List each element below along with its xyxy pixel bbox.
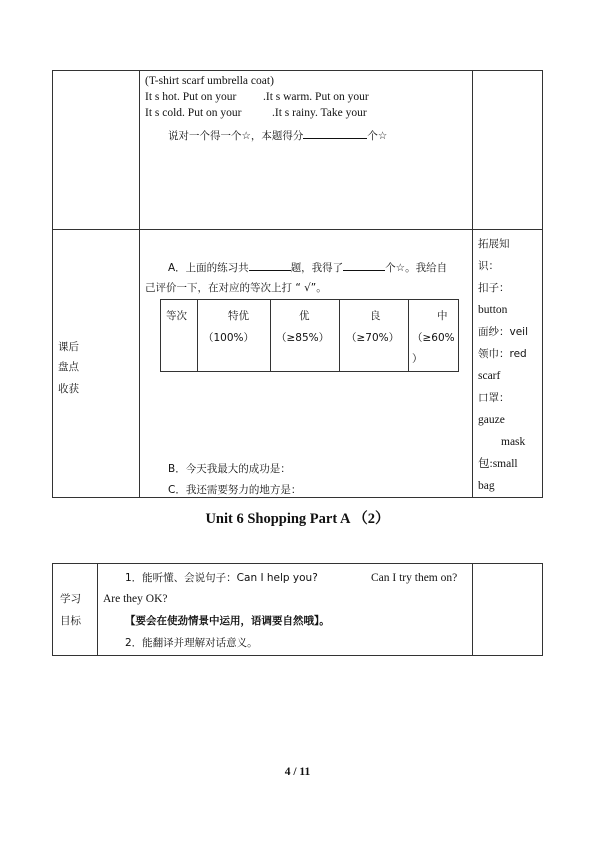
page-number: 4 / 11 [284,766,311,778]
a-part2: 题，我得了 [290,262,344,274]
sentence-warm: .It s warm. Put on your [263,91,369,103]
rating-level-fair[interactable]: 良 [370,310,381,322]
table2-col1-divider [97,563,98,656]
score-suffix: 个☆ [367,130,388,142]
table2-col2-divider [472,563,473,656]
table2-left-border [52,563,53,656]
score-line [168,127,387,143]
table2-top-border [52,563,543,564]
objective-1: 1．能听懂、会说句子：Can I help you? [125,572,318,584]
sentence-cold: It s cold. Put on your [145,107,242,119]
rating-criteria-pass-2: ） [412,353,423,365]
side-line: 识： [478,260,499,272]
side-line: scarf [478,370,501,382]
table1-row-divider [52,229,543,230]
table1-right-border [542,70,543,498]
label-after-class-1: 课后 [58,341,79,353]
score-prefix: 说对一个得一个☆，本题得分 [168,130,304,142]
side-line: 面纱：veil [478,326,529,338]
objective-2: 2．能翻译并理解对话意义。 [125,637,258,649]
rating-level-excellent[interactable]: 特优 [228,310,249,322]
rating-criteria-excellent: （100%） [203,332,255,344]
side-line: 口罩： [478,392,510,404]
section-title: Unit 6 Shopping Part A （2） [205,511,390,527]
side-line: bag [478,480,495,492]
objectives-label-1: 学习 [60,593,81,605]
side-line: 扣子： [478,282,510,294]
a-part3: 个☆。我给自 [385,262,448,274]
sentence-rainy: .It s rainy. Take your [272,107,367,119]
question-c: C．我还需要努力的地方是： [168,484,302,496]
side-line: mask [501,436,526,448]
objective-note: 【要会在使劲情景中运用，语调要自然哦】。 [125,615,330,627]
side-line: button [478,304,508,316]
table1-left-border [52,70,53,498]
objective-1b: Can I try them on? [371,572,458,584]
stars-blank[interactable] [343,259,385,271]
objectives-label-2: 目标 [60,615,81,627]
rating-criteria-pass-1: （≥60% [412,332,455,344]
table2-bottom-border [52,655,543,656]
question-a-line1 [168,259,447,275]
table1-col2-divider [472,70,473,498]
side-line: 拓展知 [478,238,510,250]
rating-criteria-fair: （≥70%） [346,332,400,344]
label-after-class-3: 收获 [58,383,79,395]
question-b: B．今天我最大的成功是： [168,463,291,475]
table1-bottom-border [52,497,543,498]
rating-level-good[interactable]: 优 [299,310,310,322]
objective-1-cont: Are they OK? [103,593,168,605]
question-a-line2: 己评价一下，在对应的等次上打 “ √”。 [145,282,327,294]
label-after-class-2: 盘点 [58,361,79,373]
table1-top-border [52,70,543,71]
side-line: 包:small [478,458,518,470]
table2-right-border [542,563,543,656]
table1-col1-divider [139,70,140,498]
sentence-hot: It s hot. Put on your [145,91,237,103]
rating-header: 等次 [166,310,187,322]
rating-criteria-good: （≥85%） [276,332,330,344]
a-part1: A．上面的练习共 [168,262,249,274]
rating-level-pass[interactable]: 中 [437,310,448,322]
vocab-options: (T-shirt scarf umbrella coat) [145,75,274,87]
side-line: gauze [478,414,505,426]
score-blank[interactable] [303,127,367,139]
total-blank[interactable] [249,259,291,271]
side-line: 领巾：red [478,348,527,360]
